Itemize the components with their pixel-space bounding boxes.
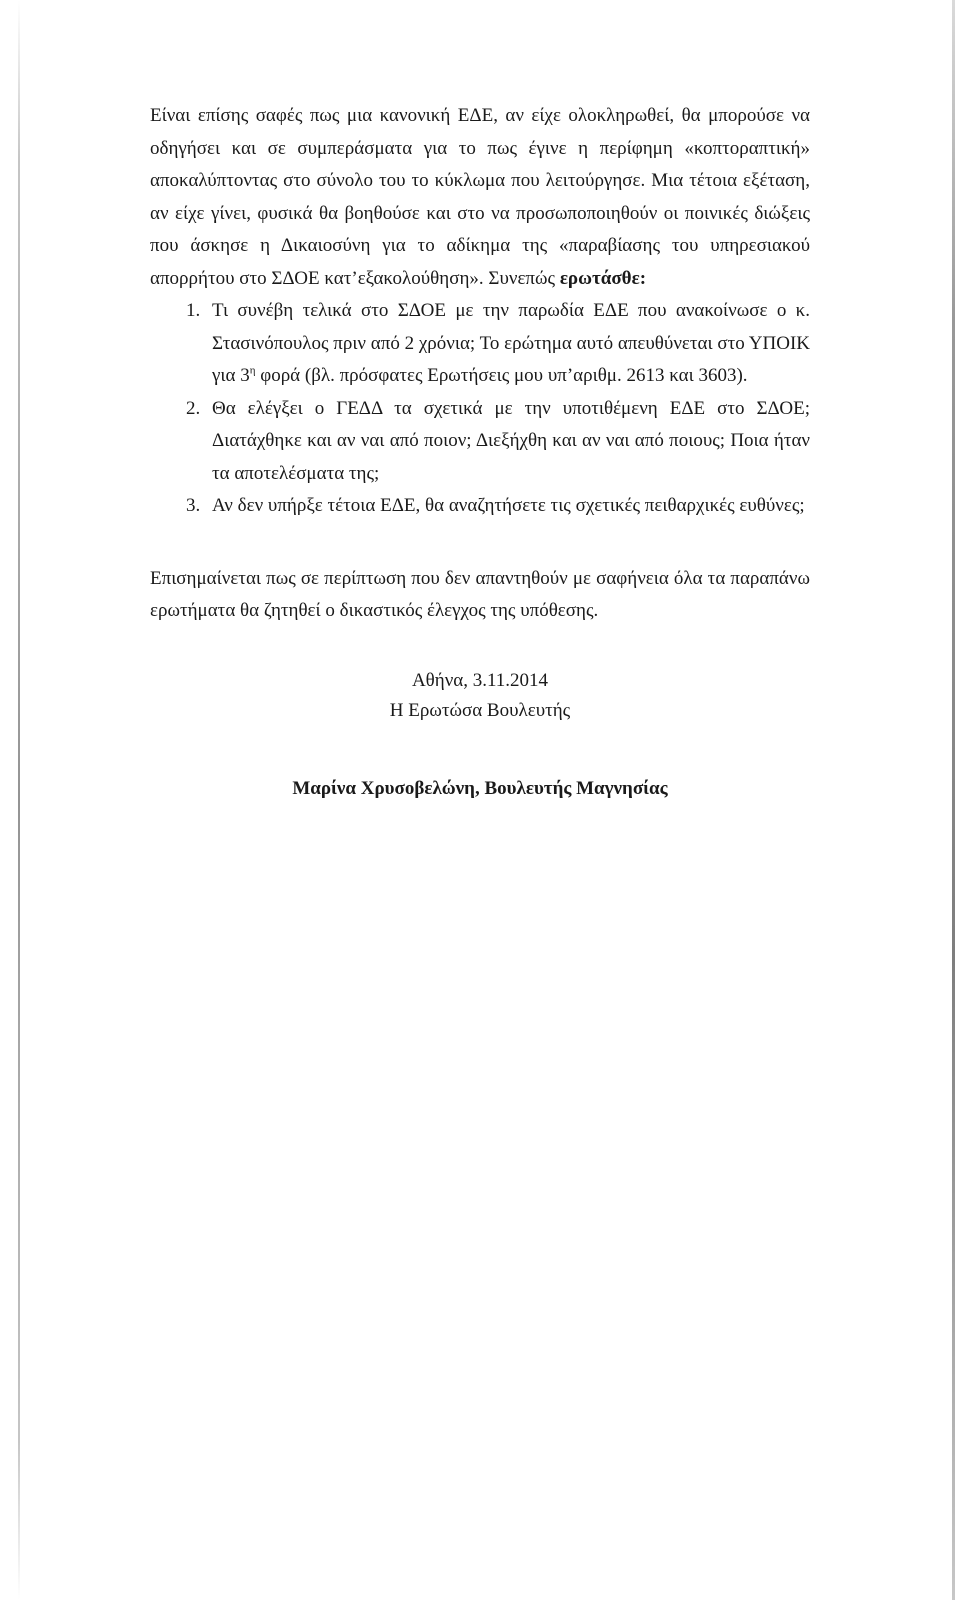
question-text-1a: Τι συνέβη τελικά στο ΣΔΟΕ με την παρωδία ΕΔΕ που ανακοίνωσε ο κ. Στασινόπουλος πριν από 2 χρόνια; Το ερώτημα αυτό απευθύνεται στο ΥΠΟΙΚ για 3: [212, 300, 810, 386]
signature-block: [150, 666, 810, 726]
place-date: Αθήνα, 3.11.2014: [411, 669, 549, 691]
closing-paragraph: Επισημαίνεται πως σε περίπτωση που δεν απαντηθούν με σαφήνεια όλα τα παραπάνω ερωτήματα θα ζητηθεί ο δικαστικός έλεγχος της υπόθεσης.: [150, 567, 810, 621]
question-text-1b: φορά (βλ. πρόσφατες Ερωτήσεις μου υπ’αριθμ. 2613 και 3603).: [255, 365, 748, 386]
question-number-3: 3.: [186, 495, 201, 516]
question-item-1: [150, 295, 810, 393]
scan-edge-left: [18, 0, 20, 1600]
signature-name: Μαρίνα Χρυσοβελώνη, Βουλευτής Μαγνησίας: [292, 777, 668, 799]
main-paragraph: [150, 100, 810, 295]
main-paragraph-text: Είναι επίσης σαφές πως μια κανονική ΕΔΕ, αν είχε ολοκληρωθεί, θα μπορούσε να οδηγήσει και σε συμπεράσματα για το πως έγινε η περίφημη «κοπτοραπτική» αποκαλύπτοντας στο σύνολο του το κύκλωμα που λειτούργησε. Μια τέτοια εξέταση, αν είχε γίνει, φυσικά θα βοηθούσε και στο να προσωποποιηθούν οι ποινικές διώξεις που άσκησε η Δικαιοσύνη για το αδίκημα της «παραβίασης του υπηρεσιακού απορρήτου στο ΣΔΟΕ κατ’εξακολούθηση». Συνεπώς: [150, 105, 810, 289]
question-number-1: 1.: [186, 300, 201, 321]
question-item-2: [150, 393, 810, 491]
question-text-3: Αν δεν υπήρξε τέτοια ΕΔΕ, θα αναζητήσετε τις σχετικές πειθαρχικές ευθύνες;: [212, 495, 805, 516]
question-number-2: 2.: [186, 397, 201, 419]
scan-edge-right: [952, 0, 955, 1600]
signer-role: Η Ερωτώσα Βουλευτής: [389, 699, 571, 721]
question-sup-1: η: [249, 364, 256, 377]
question-list: [150, 295, 810, 523]
question-text-2: Θα ελέγξει ο ΓΕΔΔ τα σχετικά με την υποτιθέμενη ΕΔΕ στο ΣΔΟΕ; Διατάχθηκε και αν ναι από ποιον; Διεξήχθη και αν ναι από ποιους; Ποια ήταν τα αποτελέσματα της;: [212, 397, 810, 484]
main-paragraph-bold: ερωτάσθε:: [559, 267, 647, 289]
document-page: [150, 100, 810, 800]
question-item-3: [150, 490, 810, 523]
